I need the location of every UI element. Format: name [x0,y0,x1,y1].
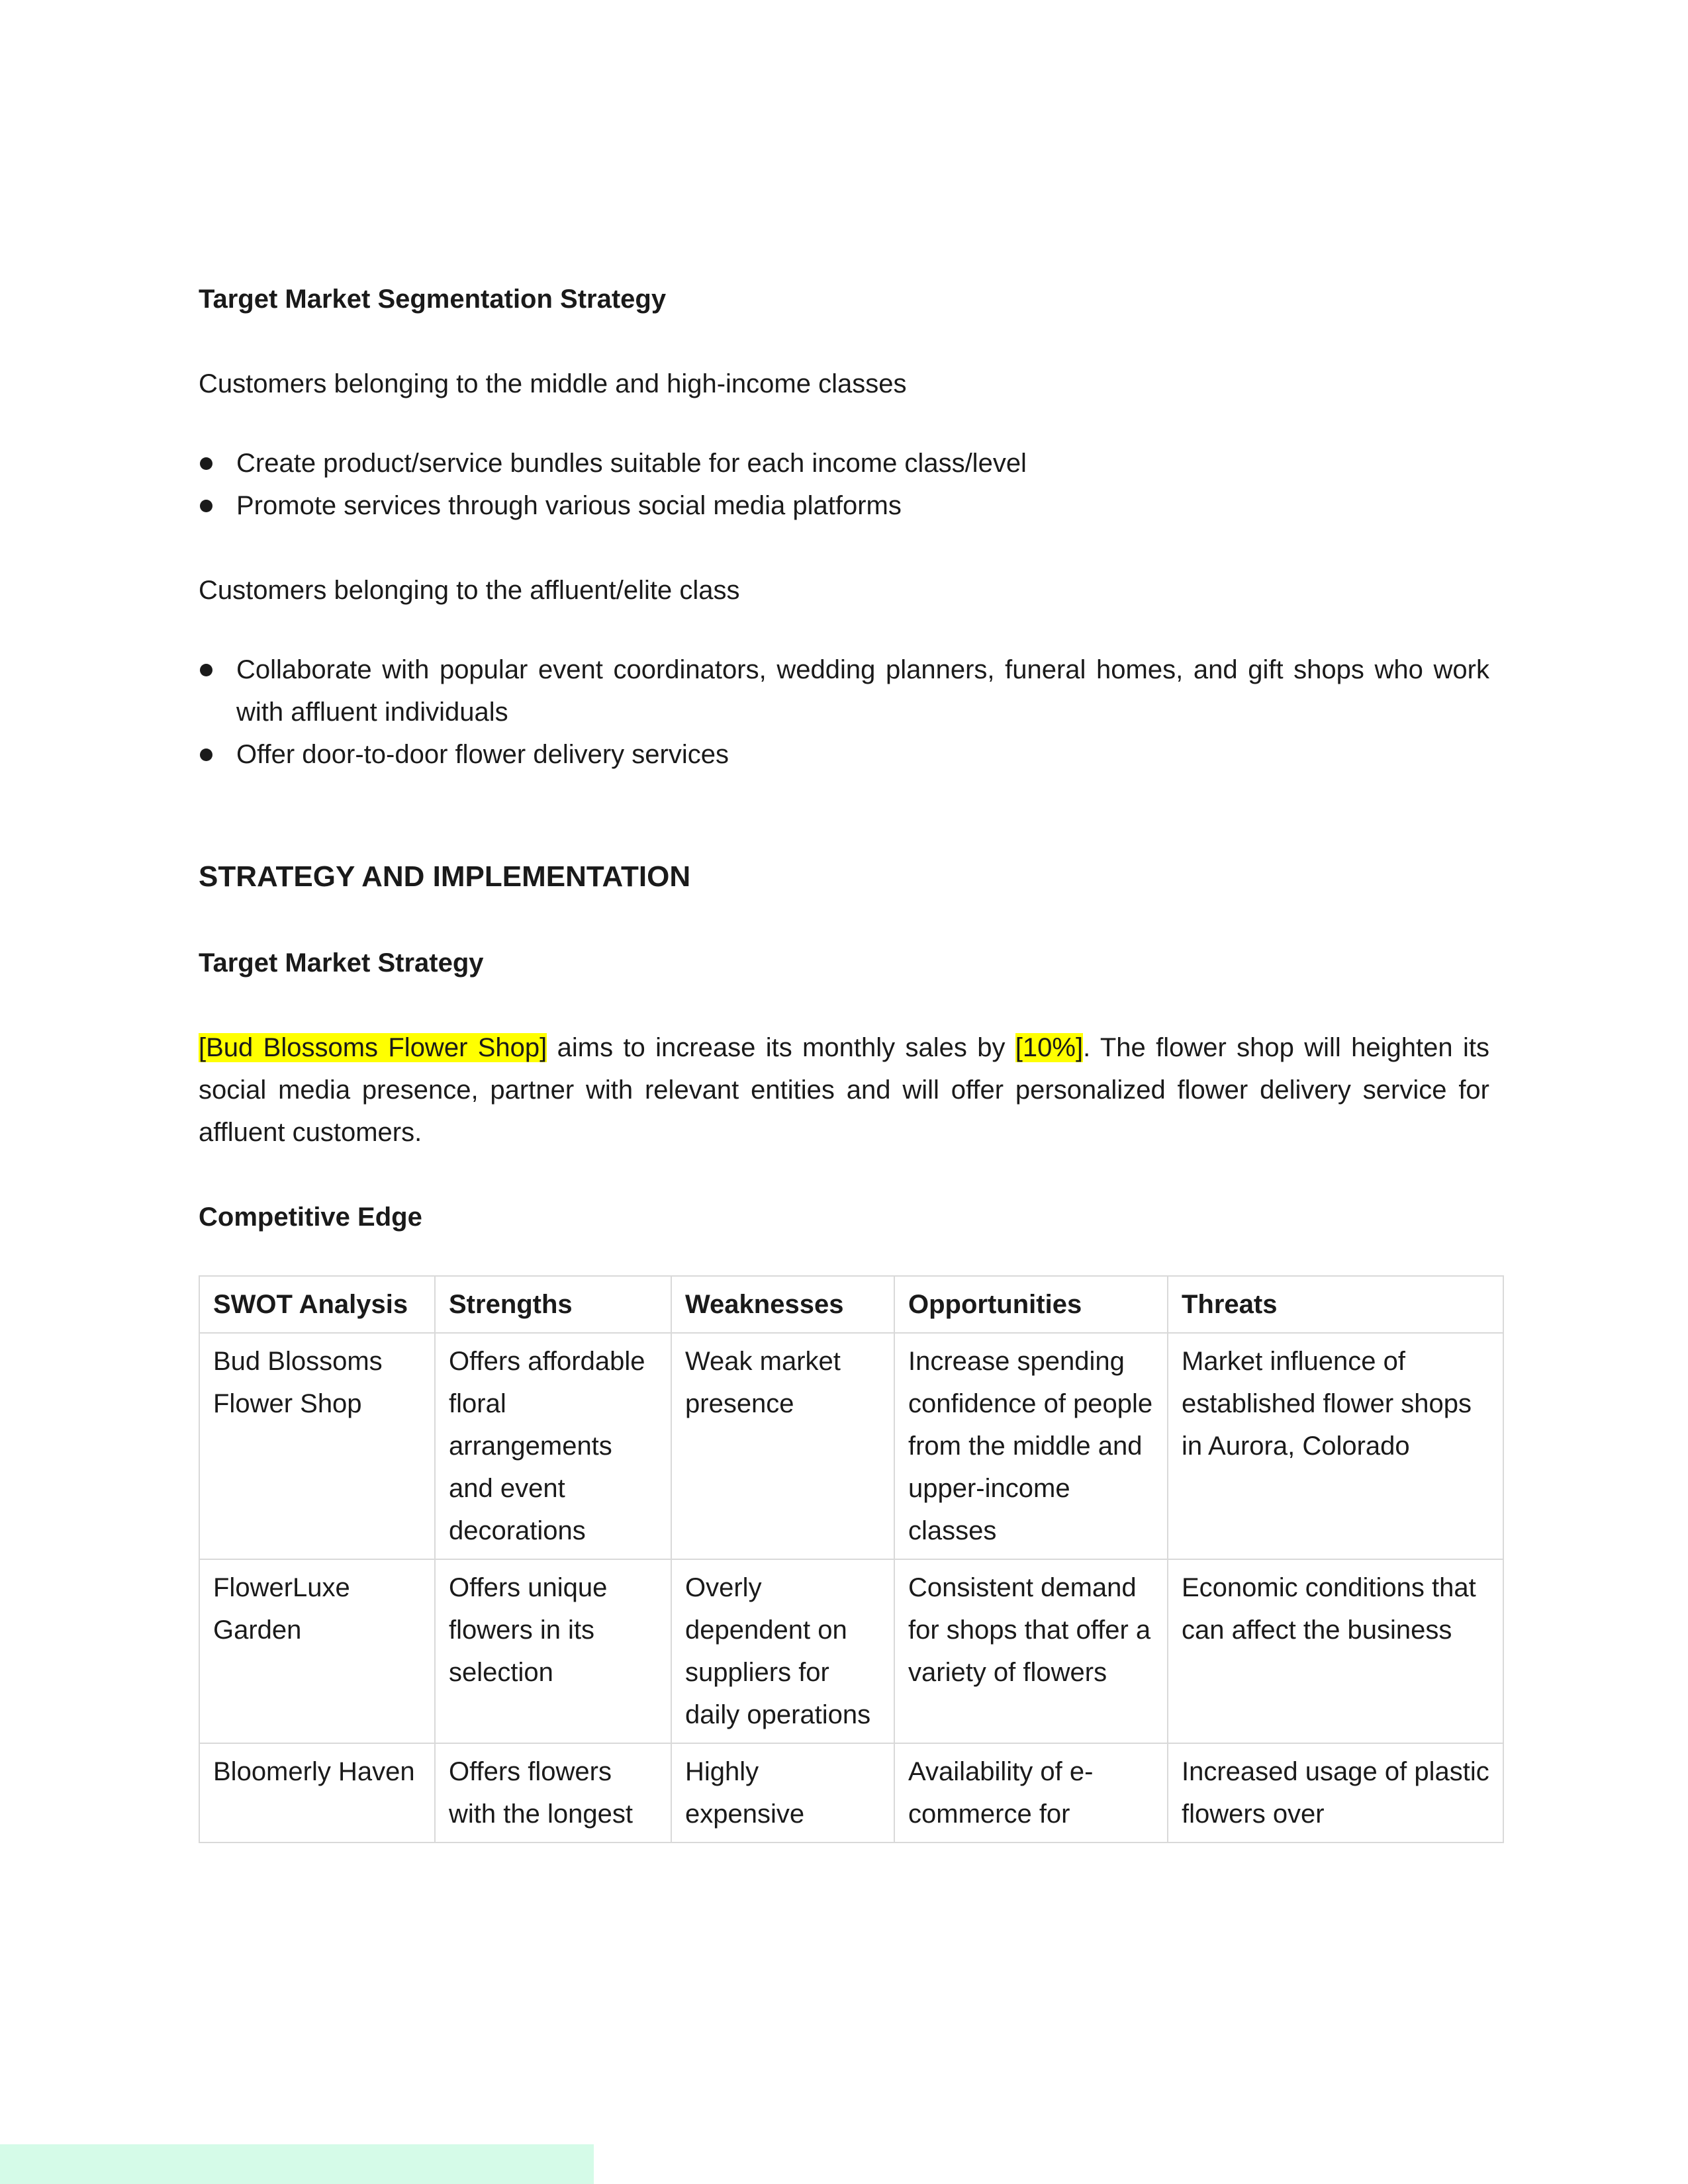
swot-table-container [199,1275,1505,1944]
table-header-row [199,1276,1503,1333]
table-row [199,1333,1503,1559]
table-row [199,1743,1503,1843]
bullet-icon [200,457,212,470]
table-cell: Weak market presence [671,1333,894,1559]
swot-table [199,1275,1504,1843]
table-cell: Overly dependent on suppliers for daily operations [671,1559,894,1743]
header-opportunities: Opportunities [894,1276,1168,1333]
table-cell: Increased usage of plastic flowers over [1168,1743,1503,1843]
segment-middle-income-list [199,442,1489,527]
table-cell: Highly expensive [671,1743,894,1843]
section-title: STRATEGY AND IMPLEMENTATION [199,860,691,893]
table-cell: Offers unique flowers in its selection [435,1559,671,1743]
list-item: Collaborate with popular event coordinators, wedding planners, funeral homes, and gift shops who work with affluent individuals [199,649,1489,733]
table-cell: Market influence of established flower shops in Aurora, Colorado [1168,1333,1503,1559]
segment-affluent-list [199,649,1489,776]
table-cell: Economic conditions that can affect the business [1168,1559,1503,1743]
list-item: Create product/service bundles suitable for each income class/level [199,442,1489,484]
header-threats: Threats [1168,1276,1503,1333]
highlighted-shop-name: [Bud Blossoms Flower Shop] [199,1033,547,1062]
competitive-edge-title: Competitive Edge [199,1203,422,1232]
table-cell: Increase spending confidence of people from the middle and upper-income classes [894,1333,1168,1559]
document-body [199,278,1489,1944]
list-item: Offer door-to-door flower delivery services [199,733,1489,776]
list-item: Promote services through various social media platforms [199,484,1489,527]
table-cell: Availability of e-commerce for [894,1743,1168,1843]
segment-middle-income-heading: Customers belonging to the middle and high-income classes [199,369,907,398]
table-cell: FlowerLuxe Garden [199,1559,435,1743]
table-cell: Consistent demand for shops that offer a variety of flowers [894,1559,1168,1743]
table-row [199,1559,1503,1743]
segment-affluent-heading: Customers belonging to the affluent/elite class [199,576,740,605]
highlighted-percent: [10%] [1015,1033,1084,1062]
table-cell: Offers affordable floral arrangements and event decorations [435,1333,671,1559]
segmentation-title: Target Market Segmentation Strategy [199,285,667,314]
table-cell: Bloomerly Haven [199,1743,435,1843]
header-swot-analysis: SWOT Analysis [199,1276,435,1333]
bullet-icon [200,664,212,676]
table-cell: Offers flowers with the longest [435,1743,671,1843]
strategy-paragraph: [Bud Blossoms Flower Shop] aims to increase its monthly sales by [10%]. The flower shop will heighten its social media presence, partner with relevant entities and will offer personalized flower delivery service for affluent customers. [199,1033,1489,1147]
footer-decoration [0,2144,594,2184]
header-weaknesses: Weaknesses [671,1276,894,1333]
bullet-icon [200,500,212,512]
target-market-strategy-title: Target Market Strategy [199,948,484,978]
header-strengths: Strengths [435,1276,671,1333]
bullet-icon [200,749,212,761]
table-cell: Bud Blossoms Flower Shop [199,1333,435,1559]
